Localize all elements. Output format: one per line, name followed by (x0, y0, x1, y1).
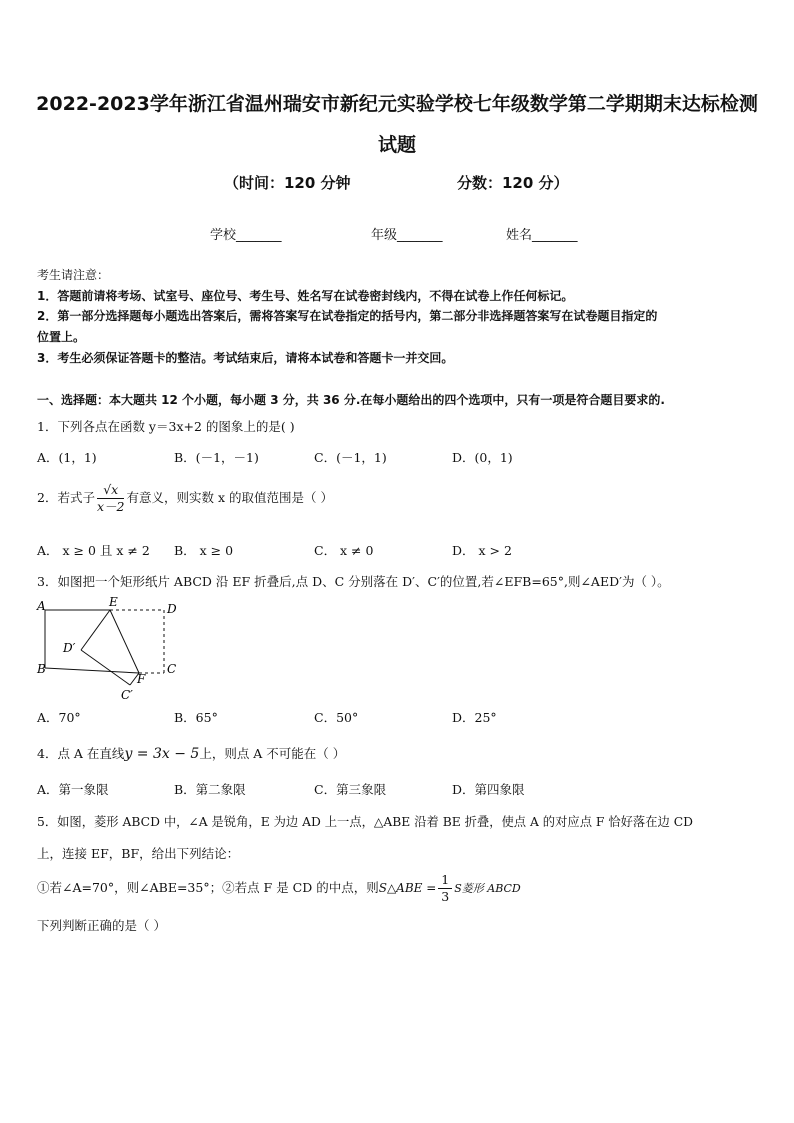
label-E: E (109, 595, 118, 609)
q3-option-a: A．70° (37, 710, 81, 725)
q1-option-d: D．(0，1) (452, 450, 513, 465)
edge-EF (110, 610, 139, 673)
q1-option-a: A．(1，1) (37, 450, 97, 465)
exam-title-line1: 2022-2023学年浙江省温州瑞安市新纪元实验学校七年级数学第二学期期末达标检测 (36, 93, 758, 115)
q1-option-c: C．(－1，1) (314, 450, 387, 465)
edge-ED1 (81, 610, 110, 650)
q4-stem-b: 上，则点 A 不可能在（ ） (199, 746, 346, 761)
q2-prefix: 2．若式子 (37, 490, 95, 505)
name-field: 姓名_______ (506, 228, 578, 243)
notice-item-3: 3．考生必须保证答题卡的整洁。考试结束后，请将本试卷和答题卡一并交回。 (37, 351, 454, 365)
q4-stem (37, 744, 345, 762)
q2-option-c: C． x ≠ 0 (314, 543, 374, 558)
exam-score: 分数：120 分） (457, 174, 569, 192)
q2-suffix: 有意义，则实数 x 的取值范围是（ ） (126, 490, 333, 505)
q5-frac-num: 1 (438, 872, 452, 889)
notice-item-1: 1．答题前请将考场、试室号、座位号、考生号、姓名写在试卷密封线内，不得在试卷上作任何标记。 (37, 289, 574, 303)
label-B: B (37, 662, 46, 676)
q4-stem-a: 4．点 A 在直线 (37, 746, 125, 761)
q2-denominator: x－2 (96, 499, 125, 514)
q2-option-b: B． x ≥ 0 (174, 543, 234, 558)
q5-line1: 5．如图，菱形 ABCD 中，∠A 是锐角，E 为边 AD 上一点，△ABE 沿着 BE 折叠，使点 A 的对应点 F 恰好落在边 CD (37, 815, 693, 829)
school-field: 学校_______ (210, 228, 282, 243)
q2-stem (37, 482, 333, 515)
label-D-prime: D′ (63, 641, 76, 655)
grade-field: 年级_______ (371, 228, 443, 243)
q5-frac-den: 3 (441, 889, 450, 904)
q1-stem: 1．下列各点在函数 y＝3x+2 的图象上的是( ) (37, 419, 295, 434)
exam-time: （时间：120 分钟 (224, 174, 351, 192)
q5-s-left: S△ABE = (378, 881, 437, 895)
q3-option-c: C．50° (314, 710, 359, 725)
q5-line3a: ①若∠A=70°，则∠ABE=35°；②若点 F 是 CD 的中点，则 (37, 880, 379, 895)
q5-line3 (37, 872, 521, 905)
q3-option-b: B．65° (174, 710, 218, 725)
label-C: C (167, 662, 177, 676)
label-D: D (167, 602, 177, 616)
q2-fraction (97, 482, 125, 515)
q5-s-right: S菱形 ABCD (454, 882, 521, 895)
q5-line2: 上，连接 EF，BF，给出下列结论： (37, 846, 240, 861)
q3-fold-figure (33, 595, 193, 705)
q4-option-a: A．第一象限 (37, 782, 109, 797)
q4-option-b: B．第二象限 (174, 782, 246, 797)
q2-option-d: D． x > 2 (452, 543, 512, 558)
q3-stem: 3．如图把一个矩形纸片 ABCD 沿 EF 折叠后,点 D、C 分别落在 D′、C′的位置,若∠EFB=65°,则∠AED′为（ ）。 (37, 574, 670, 589)
label-C-prime: C′ (121, 688, 133, 702)
q4-formula: y = 3x − 5 (124, 746, 200, 762)
q1-option-b: B．(－1，－1) (174, 450, 259, 465)
notice-heading: 考生请注意： (37, 268, 110, 282)
edge-BF (45, 668, 139, 673)
notice-item-2-cont: 位置上。 (37, 330, 86, 344)
section1-heading: 一、选择题：本大题共 12 个小题，每小题 3 分，共 36 分.在每小题给出的四个选项中，只有一项是符合题目要求的. (37, 393, 665, 407)
q5-fraction (438, 872, 452, 905)
q4-option-c: C．第三象限 (314, 782, 387, 797)
q4-option-d: D．第四象限 (452, 782, 525, 797)
edge-D1C1 (81, 650, 130, 685)
label-F: F (137, 672, 146, 686)
q3-option-d: D．25° (452, 710, 497, 725)
label-A: A (37, 599, 46, 613)
q5-line4: 下列判断正确的是（ ） (37, 918, 166, 933)
exam-title-line2: 试题 (377, 134, 416, 156)
q2-numerator: √x (97, 482, 125, 499)
notice-item-2: 2．第一部分选择题每小题选出答案后，需将答案写在试卷指定的括号内，第二部分非选择题答案写在试卷题目指定的 (37, 309, 658, 323)
q2-option-a: A． x ≥ 0 且 x ≠ 2 (37, 543, 150, 558)
